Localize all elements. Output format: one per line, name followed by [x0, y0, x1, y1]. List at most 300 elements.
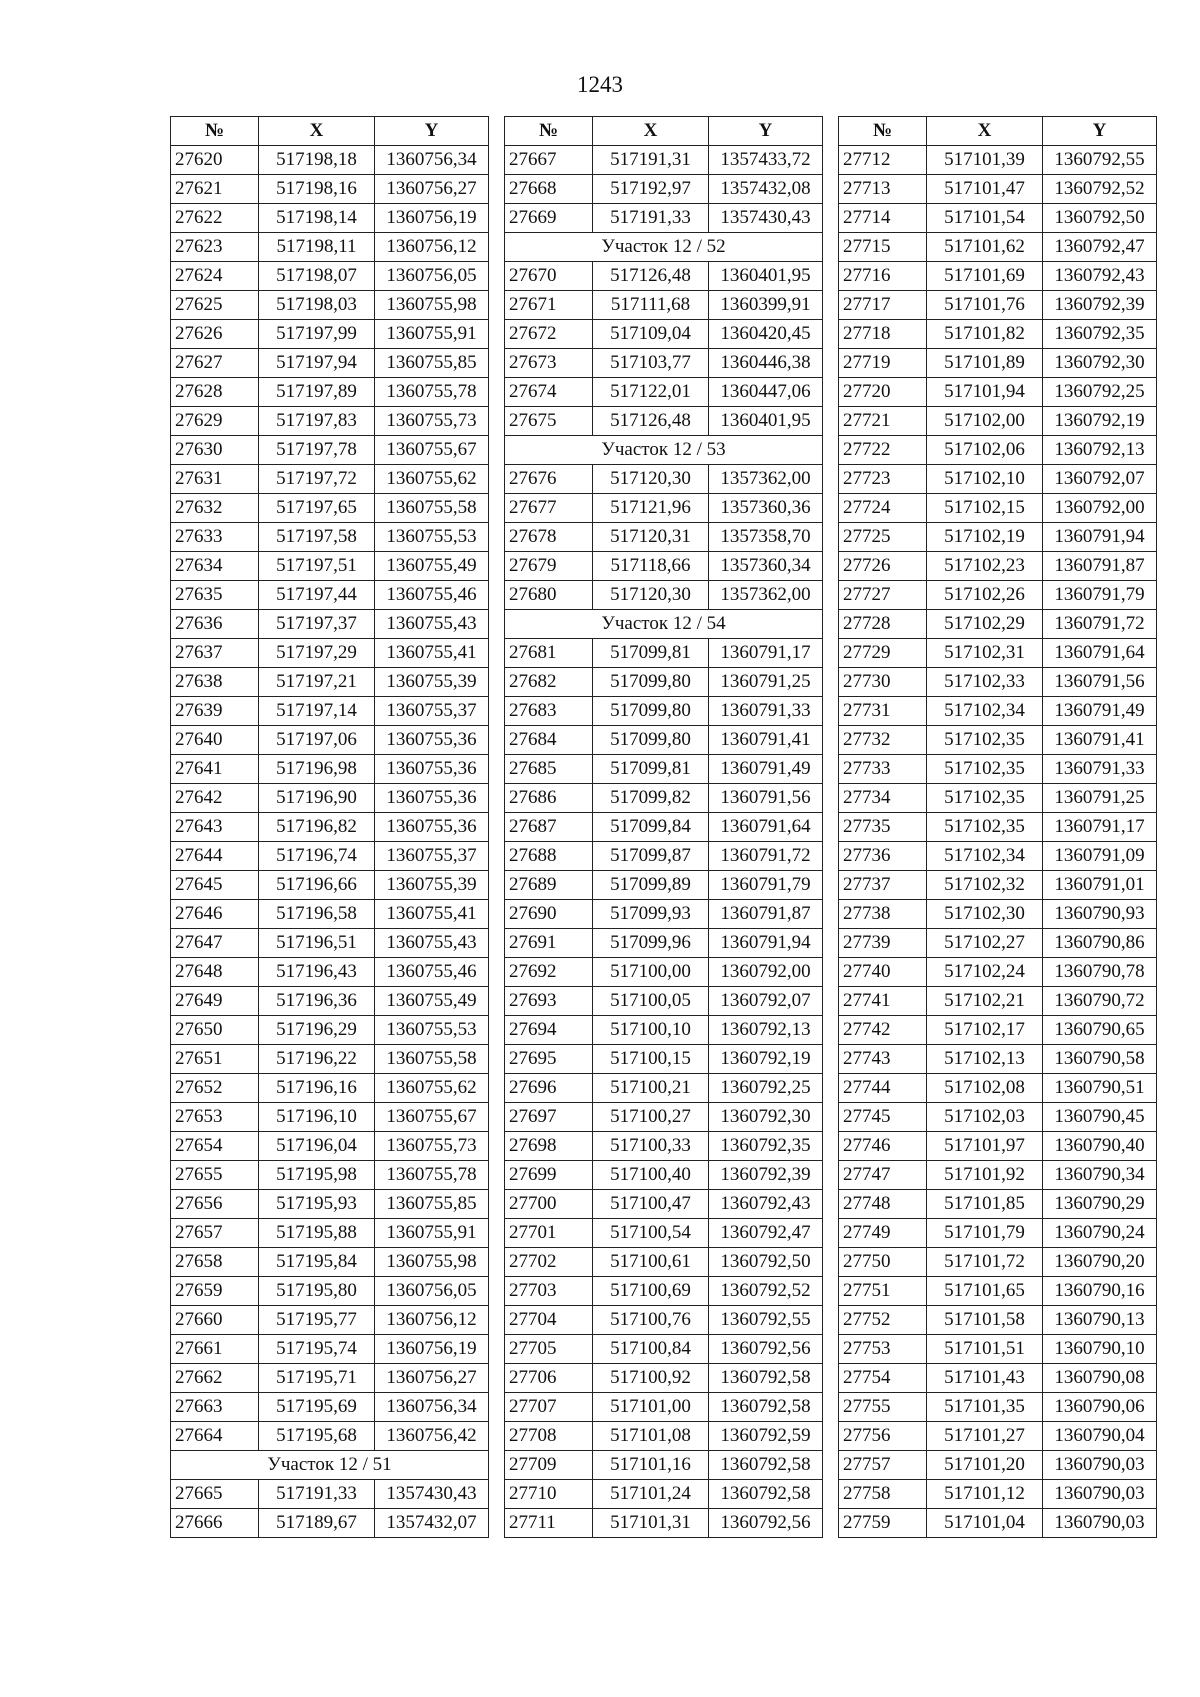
- x-coordinate: 517101,12: [927, 1480, 1043, 1509]
- header-y: Y: [709, 117, 823, 146]
- x-coordinate: 517196,82: [259, 813, 375, 842]
- point-number: 27657: [171, 1219, 259, 1248]
- x-coordinate: 517197,06: [259, 726, 375, 755]
- y-coordinate: 1360420,45: [709, 320, 823, 349]
- y-coordinate: 1360791,09: [1043, 842, 1157, 871]
- x-coordinate: 517196,90: [259, 784, 375, 813]
- table-row: [171, 610, 489, 639]
- table-row: [505, 1364, 823, 1393]
- table-row: [505, 1074, 823, 1103]
- point-number: 27633: [171, 523, 259, 552]
- table-row: [171, 784, 489, 813]
- y-coordinate: 1360790,04: [1043, 1422, 1157, 1451]
- point-number: 27622: [171, 204, 259, 233]
- table-row: [839, 1045, 1157, 1074]
- point-number: 27731: [839, 697, 927, 726]
- table-row: [505, 1045, 823, 1074]
- y-coordinate: 1360791,79: [1043, 581, 1157, 610]
- y-coordinate: 1360791,33: [1043, 755, 1157, 784]
- point-number: 27624: [171, 262, 259, 291]
- point-number: 27729: [839, 639, 927, 668]
- x-coordinate: 517099,84: [593, 813, 709, 842]
- y-coordinate: 1360756,05: [375, 1277, 489, 1306]
- point-number: 27721: [839, 407, 927, 436]
- table-row: [171, 494, 489, 523]
- table-row: [171, 523, 489, 552]
- y-coordinate: 1360756,12: [375, 233, 489, 262]
- x-coordinate: 517101,92: [927, 1161, 1043, 1190]
- header-y: Y: [375, 117, 489, 146]
- y-coordinate: 1360791,01: [1043, 871, 1157, 900]
- x-coordinate: 517195,80: [259, 1277, 375, 1306]
- point-number: 27757: [839, 1451, 927, 1480]
- x-coordinate: 517195,71: [259, 1364, 375, 1393]
- y-coordinate: 1360791,41: [1043, 726, 1157, 755]
- y-coordinate: 1357433,72: [709, 146, 823, 175]
- table-row: [171, 349, 489, 378]
- table-row: [171, 697, 489, 726]
- y-coordinate: 1360755,62: [375, 465, 489, 494]
- table-row: [505, 1219, 823, 1248]
- x-coordinate: 517101,47: [927, 175, 1043, 204]
- y-coordinate: 1360755,98: [375, 1248, 489, 1277]
- x-coordinate: 517101,69: [927, 262, 1043, 291]
- table-row: [171, 581, 489, 610]
- x-coordinate: 517121,96: [593, 494, 709, 523]
- table-row: [839, 175, 1157, 204]
- point-number: 27720: [839, 378, 927, 407]
- y-coordinate: 1360790,72: [1043, 987, 1157, 1016]
- point-number: 27697: [505, 1103, 593, 1132]
- x-coordinate: 517102,30: [927, 900, 1043, 929]
- x-coordinate: 517101,94: [927, 378, 1043, 407]
- y-coordinate: 1360790,93: [1043, 900, 1157, 929]
- point-number: 27746: [839, 1132, 927, 1161]
- y-coordinate: 1360446,38: [709, 349, 823, 378]
- y-coordinate: 1360755,91: [375, 320, 489, 349]
- x-coordinate: 517197,72: [259, 465, 375, 494]
- x-coordinate: 517100,40: [593, 1161, 709, 1190]
- y-coordinate: 1360791,25: [709, 668, 823, 697]
- point-number: 27741: [839, 987, 927, 1016]
- x-coordinate: 517195,88: [259, 1219, 375, 1248]
- point-number: 27749: [839, 1219, 927, 1248]
- y-coordinate: 1360790,24: [1043, 1219, 1157, 1248]
- x-coordinate: 517099,82: [593, 784, 709, 813]
- table-row: [839, 1306, 1157, 1335]
- table-row: [171, 987, 489, 1016]
- y-coordinate: 1360755,67: [375, 436, 489, 465]
- y-coordinate: 1360790,13: [1043, 1306, 1157, 1335]
- y-coordinate: 1360791,72: [709, 842, 823, 871]
- x-coordinate: 517120,30: [593, 581, 709, 610]
- table-row: [171, 1161, 489, 1190]
- table-row: [171, 1248, 489, 1277]
- x-coordinate: 517198,07: [259, 262, 375, 291]
- point-number: 27690: [505, 900, 593, 929]
- x-coordinate: 517191,33: [593, 204, 709, 233]
- y-coordinate: 1360792,43: [709, 1190, 823, 1219]
- y-coordinate: 1360755,49: [375, 987, 489, 1016]
- y-coordinate: 1360755,98: [375, 291, 489, 320]
- point-number: 27735: [839, 813, 927, 842]
- x-coordinate: 517196,51: [259, 929, 375, 958]
- x-coordinate: 517197,14: [259, 697, 375, 726]
- table-row: [505, 320, 823, 349]
- x-coordinate: 517195,98: [259, 1161, 375, 1190]
- x-coordinate: 517101,82: [927, 320, 1043, 349]
- x-coordinate: 517102,26: [927, 581, 1043, 610]
- table-row: [505, 929, 823, 958]
- point-number: 27629: [171, 407, 259, 436]
- table-row: [505, 1480, 823, 1509]
- y-coordinate: 1357358,70: [709, 523, 823, 552]
- y-coordinate: 1360755,46: [375, 581, 489, 610]
- table-row: [171, 1335, 489, 1364]
- x-coordinate: 517196,10: [259, 1103, 375, 1132]
- table-row: [839, 1103, 1157, 1132]
- y-coordinate: 1360790,10: [1043, 1335, 1157, 1364]
- point-number: 27705: [505, 1335, 593, 1364]
- y-coordinate: 1360755,58: [375, 1045, 489, 1074]
- table-row: [171, 958, 489, 987]
- table-row: [171, 1306, 489, 1335]
- table-row: [505, 1422, 823, 1451]
- coordinate-table-2: [504, 116, 823, 1538]
- table-row: [171, 291, 489, 320]
- x-coordinate: 517101,79: [927, 1219, 1043, 1248]
- y-coordinate: 1360792,35: [709, 1132, 823, 1161]
- x-coordinate: 517102,34: [927, 697, 1043, 726]
- y-coordinate: 1360755,43: [375, 929, 489, 958]
- section-title: Участок 12 / 54: [505, 610, 823, 639]
- x-coordinate: 517101,72: [927, 1248, 1043, 1277]
- x-coordinate: 517099,80: [593, 668, 709, 697]
- coordinate-table-1: [170, 116, 489, 1538]
- point-number: 27717: [839, 291, 927, 320]
- point-number: 27718: [839, 320, 927, 349]
- x-coordinate: 517101,16: [593, 1451, 709, 1480]
- table-row: [505, 1277, 823, 1306]
- point-number: 27739: [839, 929, 927, 958]
- y-coordinate: 1360756,34: [375, 146, 489, 175]
- y-coordinate: 1360792,07: [709, 987, 823, 1016]
- point-number: 27662: [171, 1364, 259, 1393]
- y-coordinate: 1360790,29: [1043, 1190, 1157, 1219]
- x-coordinate: 517101,62: [927, 233, 1043, 262]
- point-number: 27639: [171, 697, 259, 726]
- y-coordinate: 1360792,58: [709, 1393, 823, 1422]
- table-row: [505, 842, 823, 871]
- point-number: 27621: [171, 175, 259, 204]
- point-number: 27660: [171, 1306, 259, 1335]
- x-coordinate: 517101,35: [927, 1393, 1043, 1422]
- point-number: 27671: [505, 291, 593, 320]
- table-row: [505, 146, 823, 175]
- y-coordinate: 1357362,00: [709, 465, 823, 494]
- point-number: 27631: [171, 465, 259, 494]
- table-row: [505, 552, 823, 581]
- x-coordinate: 517192,97: [593, 175, 709, 204]
- point-number: 27736: [839, 842, 927, 871]
- y-coordinate: 1360755,46: [375, 958, 489, 987]
- x-coordinate: 517099,81: [593, 639, 709, 668]
- point-number: 27638: [171, 668, 259, 697]
- page-number: 1243: [577, 72, 623, 97]
- y-coordinate: 1360792,47: [1043, 233, 1157, 262]
- table-row: [505, 987, 823, 1016]
- point-number: 27664: [171, 1422, 259, 1451]
- table-row: [505, 1509, 823, 1538]
- x-coordinate: 517101,24: [593, 1480, 709, 1509]
- table-row: [505, 494, 823, 523]
- table-row: [505, 1161, 823, 1190]
- y-coordinate: 1360792,07: [1043, 465, 1157, 494]
- y-coordinate: 1360756,34: [375, 1393, 489, 1422]
- header-number: №: [171, 117, 259, 146]
- point-number: 27715: [839, 233, 927, 262]
- point-number: 27712: [839, 146, 927, 175]
- point-number: 27686: [505, 784, 593, 813]
- y-coordinate: 1360792,50: [1043, 204, 1157, 233]
- x-coordinate: 517196,22: [259, 1045, 375, 1074]
- y-coordinate: 1360401,95: [709, 407, 823, 436]
- x-coordinate: 517197,65: [259, 494, 375, 523]
- x-coordinate: 517196,43: [259, 958, 375, 987]
- y-coordinate: 1360755,53: [375, 1016, 489, 1045]
- x-coordinate: 517100,76: [593, 1306, 709, 1335]
- x-coordinate: 517109,04: [593, 320, 709, 349]
- y-coordinate: 1360756,19: [375, 204, 489, 233]
- y-coordinate: 1360791,17: [709, 639, 823, 668]
- table-row: [171, 1509, 489, 1538]
- table-row: [839, 639, 1157, 668]
- y-coordinate: 1360790,45: [1043, 1103, 1157, 1132]
- table-row: [505, 523, 823, 552]
- point-number: 27738: [839, 900, 927, 929]
- point-number: 27756: [839, 1422, 927, 1451]
- point-number: 27674: [505, 378, 593, 407]
- table-row: [505, 755, 823, 784]
- table-row: [171, 1190, 489, 1219]
- y-coordinate: 1360447,06: [709, 378, 823, 407]
- table-row: [171, 755, 489, 784]
- y-coordinate: 1360790,20: [1043, 1248, 1157, 1277]
- point-number: 27748: [839, 1190, 927, 1219]
- table-row: [505, 465, 823, 494]
- point-number: 27649: [171, 987, 259, 1016]
- point-number: 27687: [505, 813, 593, 842]
- table-header-row: [839, 117, 1157, 146]
- table-row: [505, 813, 823, 842]
- x-coordinate: 517099,89: [593, 871, 709, 900]
- y-coordinate: 1360792,39: [1043, 291, 1157, 320]
- table-row: [171, 900, 489, 929]
- table-row: [505, 581, 823, 610]
- y-coordinate: 1360755,36: [375, 784, 489, 813]
- y-coordinate: 1357360,36: [709, 494, 823, 523]
- point-number: 27659: [171, 1277, 259, 1306]
- x-coordinate: 517198,03: [259, 291, 375, 320]
- table-row: [171, 552, 489, 581]
- section-title: Участок 12 / 52: [505, 233, 823, 262]
- x-coordinate: 517100,10: [593, 1016, 709, 1045]
- point-number: 27699: [505, 1161, 593, 1190]
- y-coordinate: 1360755,85: [375, 1190, 489, 1219]
- table-row: [171, 1016, 489, 1045]
- point-number: 27745: [839, 1103, 927, 1132]
- point-number: 27700: [505, 1190, 593, 1219]
- point-number: 27635: [171, 581, 259, 610]
- x-coordinate: 517126,48: [593, 407, 709, 436]
- x-coordinate: 517196,58: [259, 900, 375, 929]
- point-number: 27642: [171, 784, 259, 813]
- table-row: [839, 1480, 1157, 1509]
- y-coordinate: 1360791,94: [709, 929, 823, 958]
- y-coordinate: 1360792,30: [1043, 349, 1157, 378]
- table-row: [171, 929, 489, 958]
- table-row: [505, 784, 823, 813]
- header-x: X: [593, 117, 709, 146]
- y-coordinate: 1360791,17: [1043, 813, 1157, 842]
- point-number: 27652: [171, 1074, 259, 1103]
- y-coordinate: 1360792,30: [709, 1103, 823, 1132]
- y-coordinate: 1360791,41: [709, 726, 823, 755]
- table-row: [839, 726, 1157, 755]
- y-coordinate: 1360755,43: [375, 610, 489, 639]
- x-coordinate: 517195,84: [259, 1248, 375, 1277]
- table-row: [839, 204, 1157, 233]
- y-coordinate: 1360790,06: [1043, 1393, 1157, 1422]
- x-coordinate: 517099,96: [593, 929, 709, 958]
- y-coordinate: 1360755,73: [375, 407, 489, 436]
- point-number: 27722: [839, 436, 927, 465]
- y-coordinate: 1360755,85: [375, 349, 489, 378]
- x-coordinate: 517102,33: [927, 668, 1043, 697]
- y-coordinate: 1360755,58: [375, 494, 489, 523]
- point-number: 27758: [839, 1480, 927, 1509]
- y-coordinate: 1360790,65: [1043, 1016, 1157, 1045]
- table-row: [505, 1016, 823, 1045]
- x-coordinate: 517100,84: [593, 1335, 709, 1364]
- table-row: [839, 1509, 1157, 1538]
- y-coordinate: 1360792,00: [709, 958, 823, 987]
- x-coordinate: 517100,33: [593, 1132, 709, 1161]
- x-coordinate: 517197,51: [259, 552, 375, 581]
- x-coordinate: 517102,13: [927, 1045, 1043, 1074]
- x-coordinate: 517102,29: [927, 610, 1043, 639]
- table-row: [839, 552, 1157, 581]
- x-coordinate: 517198,14: [259, 204, 375, 233]
- y-coordinate: 1360791,56: [709, 784, 823, 813]
- point-number: 27654: [171, 1132, 259, 1161]
- y-coordinate: 1357432,07: [375, 1509, 489, 1538]
- y-coordinate: 1360755,37: [375, 842, 489, 871]
- table-row: [839, 233, 1157, 262]
- table-row: [171, 262, 489, 291]
- x-coordinate: 517102,35: [927, 755, 1043, 784]
- table-row: [171, 1132, 489, 1161]
- x-coordinate: 517102,24: [927, 958, 1043, 987]
- x-coordinate: 517196,16: [259, 1074, 375, 1103]
- y-coordinate: 1360755,41: [375, 900, 489, 929]
- header-y: Y: [1043, 117, 1157, 146]
- y-coordinate: 1360790,51: [1043, 1074, 1157, 1103]
- table-row: [839, 1132, 1157, 1161]
- table-row: [839, 929, 1157, 958]
- y-coordinate: 1360792,58: [709, 1364, 823, 1393]
- x-coordinate: 517101,65: [927, 1277, 1043, 1306]
- table-row: [839, 668, 1157, 697]
- point-number: 27688: [505, 842, 593, 871]
- x-coordinate: 517198,16: [259, 175, 375, 204]
- y-coordinate: 1360792,25: [1043, 378, 1157, 407]
- point-number: 27698: [505, 1132, 593, 1161]
- y-coordinate: 1360755,39: [375, 871, 489, 900]
- point-number: 27661: [171, 1335, 259, 1364]
- y-coordinate: 1360791,33: [709, 697, 823, 726]
- x-coordinate: 517196,04: [259, 1132, 375, 1161]
- x-coordinate: 517198,18: [259, 146, 375, 175]
- point-number: 27678: [505, 523, 593, 552]
- point-number: 27634: [171, 552, 259, 581]
- table-row: [839, 1422, 1157, 1451]
- table-row: [171, 1219, 489, 1248]
- table-row: [505, 204, 823, 233]
- x-coordinate: 517101,97: [927, 1132, 1043, 1161]
- table-row: [839, 378, 1157, 407]
- table-row: [839, 1335, 1157, 1364]
- section-row: [171, 1451, 489, 1480]
- table-row: [839, 1451, 1157, 1480]
- table-row: [839, 436, 1157, 465]
- point-number: 27655: [171, 1161, 259, 1190]
- point-number: 27727: [839, 581, 927, 610]
- point-number: 27684: [505, 726, 593, 755]
- y-coordinate: 1360790,03: [1043, 1451, 1157, 1480]
- table-row: [171, 1074, 489, 1103]
- point-number: 27623: [171, 233, 259, 262]
- y-coordinate: 1360401,95: [709, 262, 823, 291]
- x-coordinate: 517122,01: [593, 378, 709, 407]
- table-row: [839, 987, 1157, 1016]
- x-coordinate: 517195,68: [259, 1422, 375, 1451]
- table-row: [171, 465, 489, 494]
- table-row: [171, 1364, 489, 1393]
- y-coordinate: 1360755,36: [375, 755, 489, 784]
- x-coordinate: 517099,81: [593, 755, 709, 784]
- table-row: [505, 1190, 823, 1219]
- point-number: 27640: [171, 726, 259, 755]
- table-row: [171, 639, 489, 668]
- y-coordinate: 1360792,55: [709, 1306, 823, 1335]
- x-coordinate: 517101,89: [927, 349, 1043, 378]
- point-number: 27628: [171, 378, 259, 407]
- table-row: [839, 1016, 1157, 1045]
- y-coordinate: 1360399,91: [709, 291, 823, 320]
- point-number: 27703: [505, 1277, 593, 1306]
- point-number: 27732: [839, 726, 927, 755]
- y-coordinate: 1360792,59: [709, 1422, 823, 1451]
- table-row: [839, 1074, 1157, 1103]
- point-number: 27743: [839, 1045, 927, 1074]
- point-number: 27666: [171, 1509, 259, 1538]
- point-number: 27681: [505, 639, 593, 668]
- y-coordinate: 1360792,56: [709, 1509, 823, 1538]
- y-coordinate: 1360790,58: [1043, 1045, 1157, 1074]
- point-number: 27750: [839, 1248, 927, 1277]
- table-row: [505, 1248, 823, 1277]
